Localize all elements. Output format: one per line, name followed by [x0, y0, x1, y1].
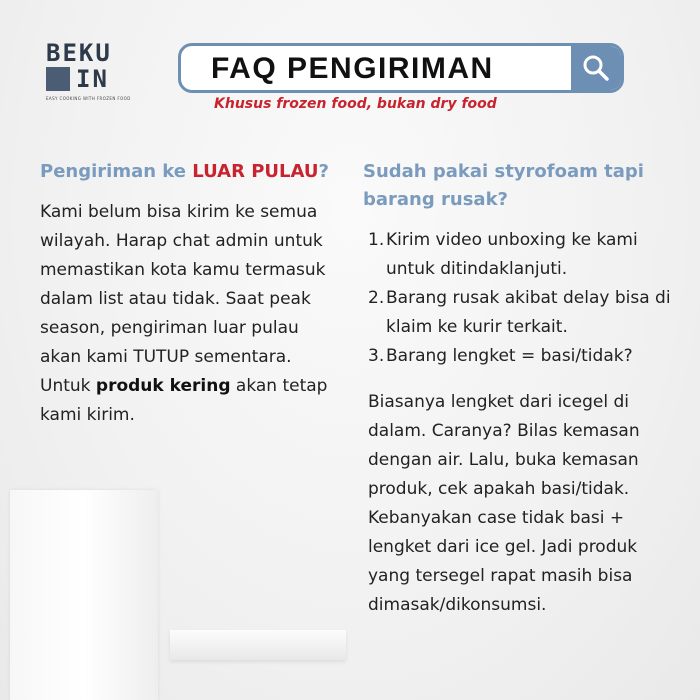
list-item — [368, 284, 688, 342]
list-text: Kirim video unboxing ke kami untuk ditindaklanjuti. — [386, 230, 638, 279]
left-body-bold: produk kering — [95, 376, 231, 396]
styrofoam-block-illustration — [10, 490, 158, 700]
right-heading: Sudah pakai styrofoam tapi barang rusak? — [363, 161, 644, 210]
page-title: FAQ PENGIRIMAN — [211, 52, 494, 85]
left-heading — [40, 158, 340, 186]
list-text: Barang rusak akibat delay bisa di klaim ke kurir terkait. — [386, 288, 671, 337]
logo-line2: IN — [76, 65, 109, 93]
list-number: 1. — [368, 230, 385, 250]
logo-line1: BEKU — [46, 39, 112, 67]
left-heading-punct: ? — [318, 161, 329, 182]
left-heading-text: Pengiriman ke — [40, 161, 193, 182]
title-search-bar — [178, 43, 624, 93]
left-body-end: akan tetap kami kirim. — [40, 376, 328, 425]
list-item — [368, 342, 688, 371]
list-item — [368, 226, 688, 284]
search-button — [571, 46, 621, 90]
left-heading-highlight: LUAR PULAU — [192, 161, 319, 182]
search-icon — [582, 54, 610, 82]
logo-square — [46, 67, 70, 91]
list-number: 2. — [368, 288, 385, 308]
styrofoam-sheet-illustration — [170, 630, 346, 660]
subtitle: Khusus frozen food, bukan dry food — [214, 96, 497, 112]
right-paragraph: Biasanya lengket dari icegel di dalam. Caranya? Bilas kemasan dengan air. Lalu, buka kemasan produk, cek apakah basi/tidak. Kebanyakan case tidak basi + lengket dari ice gel. Jadi produk yang tersegel rapat masih bisa dimasak/dikonsumsi. — [368, 392, 640, 615]
brand-logo — [46, 39, 131, 101]
left-paragraph — [40, 198, 340, 430]
list-number: 3. — [368, 346, 385, 366]
list-text: Barang lengket = basi/tidak? — [386, 346, 633, 366]
logo-tagline: EASY COOKING WITH FROZEN FOOD — [46, 96, 131, 101]
left-body-text: Kami belum bisa kirim ke semua wilayah. Harap chat admin untuk memastikan kota kamu termasuk dalam list atau tidak. Saat peak season, pengiriman luar pulau akan kami TUTUP sementara. Untuk — [40, 202, 326, 396]
steps-list — [368, 226, 688, 371]
